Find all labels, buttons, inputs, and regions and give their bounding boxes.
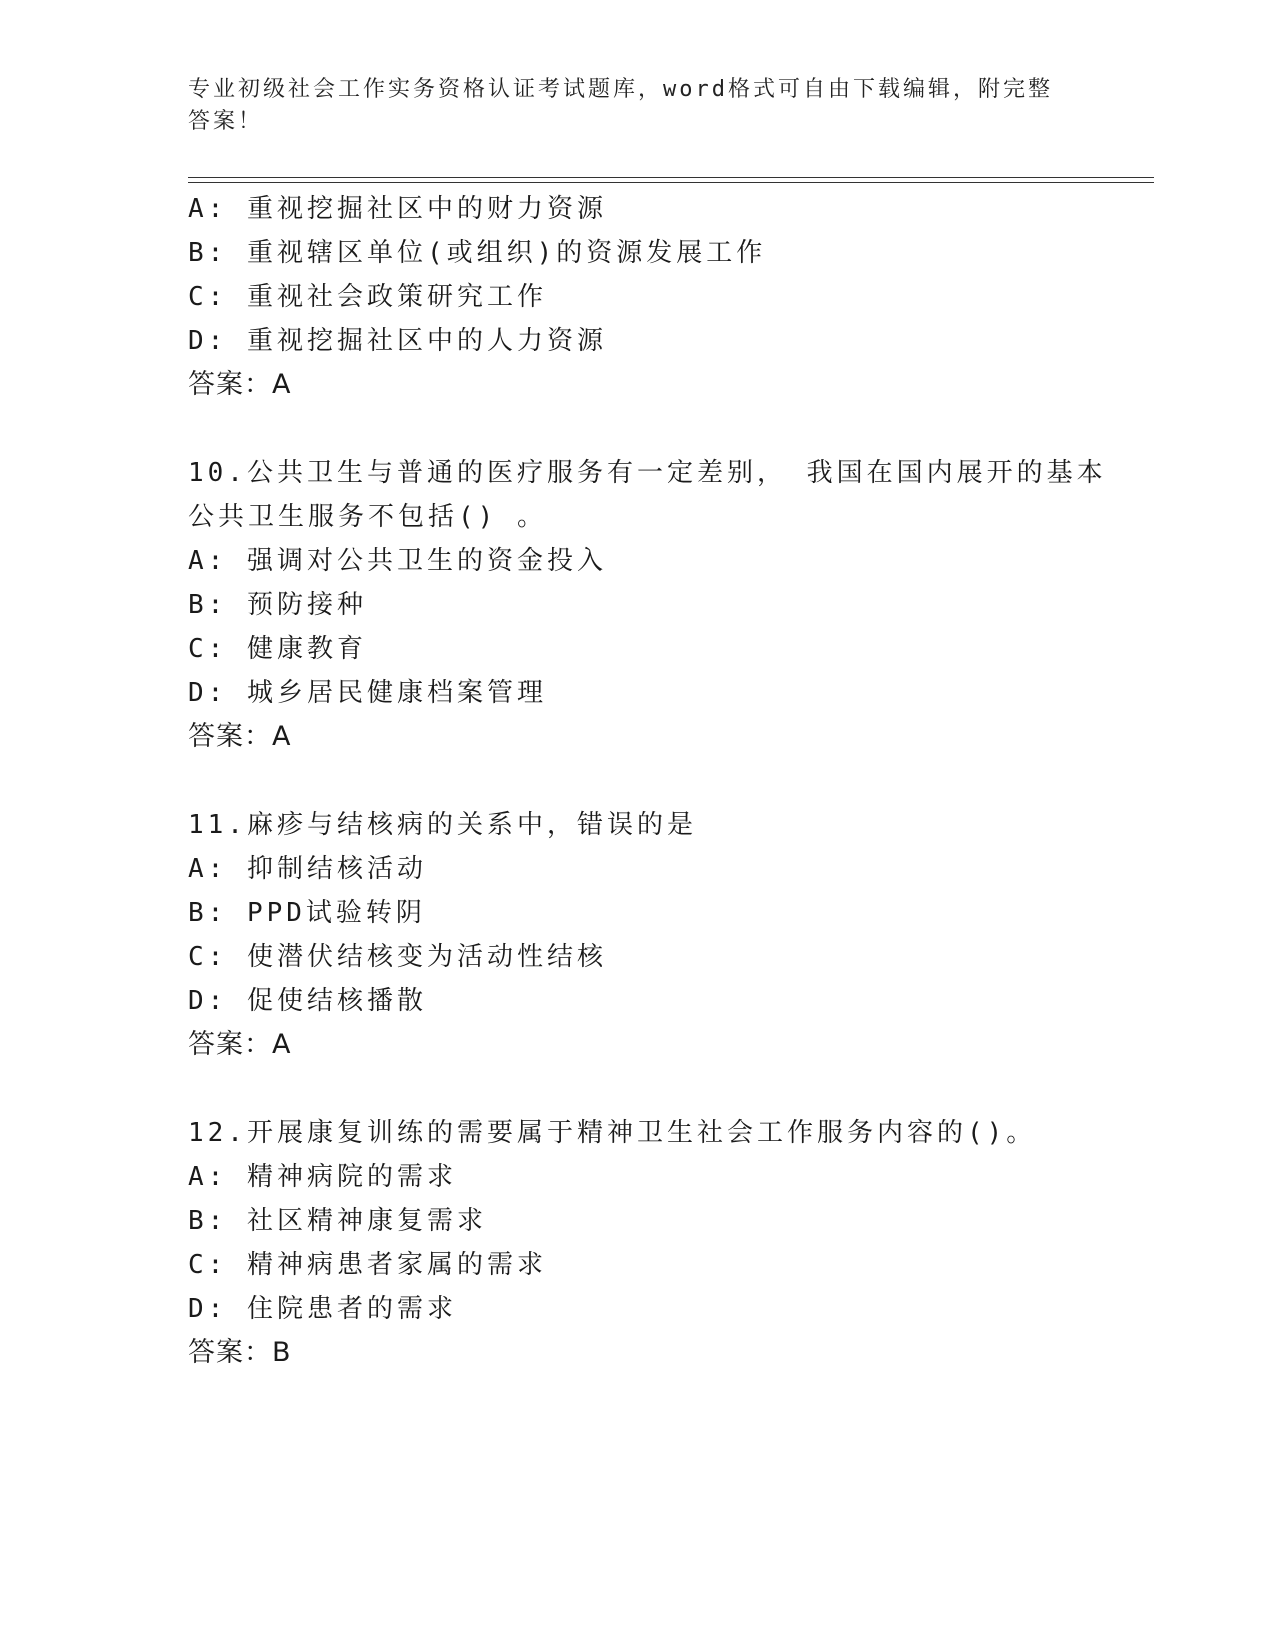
q11-option-a: A: 抑制结核活动: [188, 854, 427, 884]
q12-answer: 答案：B: [188, 1337, 292, 1368]
q10-option-b: B: 预防接种: [188, 590, 367, 620]
q9-option-d: D: 重视挖掘社区中的人力资源: [188, 326, 607, 356]
header-rule-bottom: [188, 182, 1154, 183]
q9-option-a: A: 重视挖掘社区中的财力资源: [188, 194, 607, 224]
q12-option-a: A: 精神病院的需求: [188, 1162, 457, 1192]
header-rule-top: [188, 177, 1154, 178]
q10-stem-line2: 公共卫生服务不包括() 。: [188, 502, 547, 532]
q12-stem: 12.开展康复训练的需要属于精神卫生社会工作服务内容的()。: [188, 1118, 1037, 1148]
document-header: 专业初级社会工作实务资格认证考试题库，word格式可自由下载编辑，附完整答案！: [188, 77, 1053, 134]
q12-option-b: B: 社区精神康复需求: [188, 1206, 487, 1236]
q11-stem: 11.麻疹与结核病的关系中，错误的是: [188, 810, 697, 840]
q12-option-d: D: 住院患者的需求: [188, 1294, 457, 1324]
q9-option-b: B: 重视辖区单位(或组织)的资源发展工作: [188, 238, 767, 268]
q11-option-b: B: PPD试验转阴: [188, 898, 426, 928]
q10-option-c: C: 健康教育: [188, 634, 367, 664]
q9-option-c: C: 重视社会政策研究工作: [188, 282, 547, 312]
q10-option-a: A: 强调对公共卫生的资金投入: [188, 546, 607, 576]
q11-option-d: D: 促使结核播散: [188, 986, 427, 1016]
q12-option-c: C: 精神病患者家属的需求: [188, 1250, 547, 1280]
q11-option-c: C: 使潜伏结核变为活动性结核: [188, 942, 607, 972]
q10-stem-line1: 10.公共卫生与普通的医疗服务有一定差别， 我国在国内展开的基本: [188, 458, 1107, 488]
q10-answer: 答案：A: [188, 721, 292, 752]
q11-answer: 答案：A: [188, 1029, 292, 1060]
q9-answer: 答案：A: [188, 369, 292, 400]
q10-option-d: D: 城乡居民健康档案管理: [188, 678, 547, 708]
